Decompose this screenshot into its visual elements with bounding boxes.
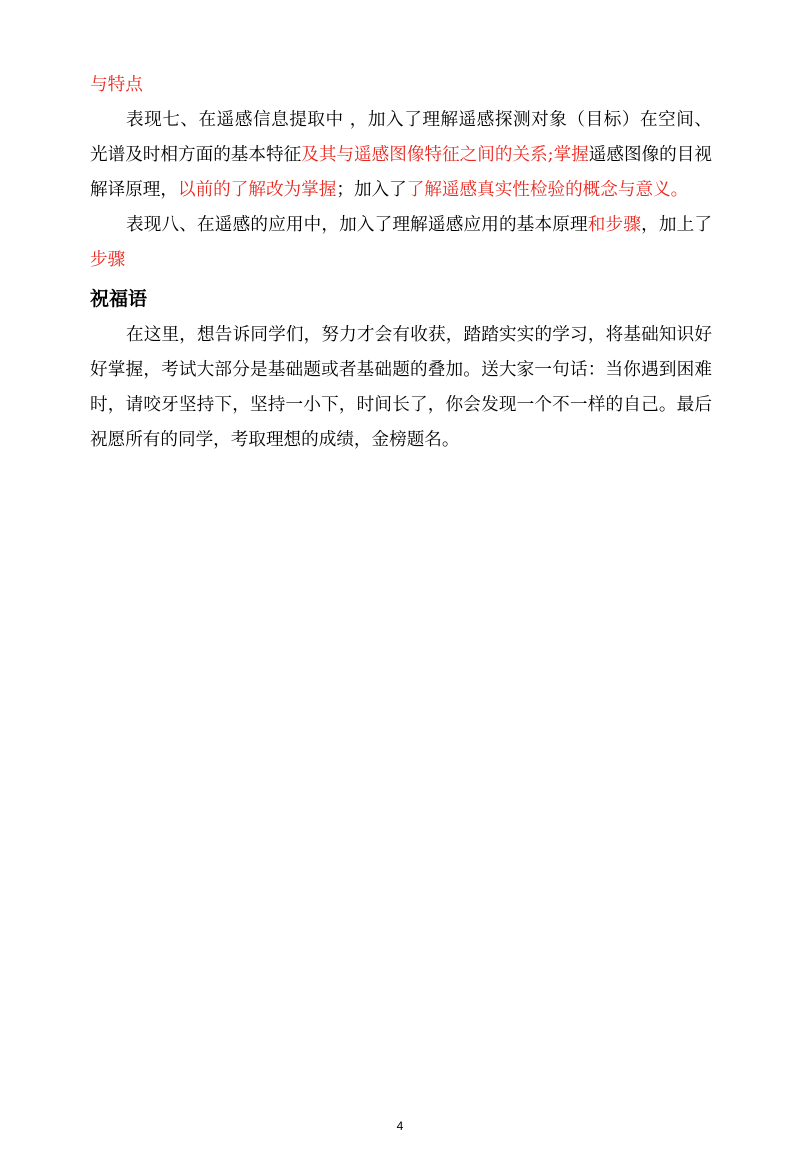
paragraph-item-8 (90, 208, 712, 278)
item7-highlight-validation: 了解遥感真实性检验的概念与意义。 (406, 180, 689, 200)
item8-text-2: ，加上了 (641, 215, 712, 235)
item8-text-1: 表现八、在遥感的应用中，加入了理解遥感应用的基本原理 (126, 215, 588, 235)
item7-text-1: 表现七、在遥感信息提取中 ，加入了理解遥感探测对象（目标）在空间、光谱及时相方面的基本特征 (90, 110, 712, 165)
paragraph-item-7 (90, 103, 712, 208)
item7-highlight-master: 掌握 (553, 145, 589, 165)
item7-highlight-relation: 及其与遥感图像特征之间的关系; (301, 145, 554, 165)
item7-text-2: 遥感图像的目视解译原理， (90, 145, 712, 200)
item7-text-3: ；加入了 (336, 180, 407, 200)
item7-highlight-change: 以前的了解改为掌握 (177, 180, 337, 200)
item8-highlight-steps-2: 步骤 (90, 250, 126, 270)
paragraph-blessing: 在这里，想告诉同学们，努力才会有收获，踏踏实实的学习，将基础知识好好掌握，考试大部分是基础题或者基础题的叠加。送大家一句话：当你遇到困难时，请咬牙坚持下，坚持一小下，时间长了，你会发现一个不一样的自己。最后祝愿所有的同学，考取理想的成绩，金榜题名。 (90, 325, 712, 450)
section-heading-blessing: 祝福语 (90, 288, 148, 310)
continuation-text: 与特点 (90, 75, 143, 95)
page-number: 4 (396, 1119, 404, 1133)
item8-highlight-steps: 和步骤 (587, 215, 642, 235)
